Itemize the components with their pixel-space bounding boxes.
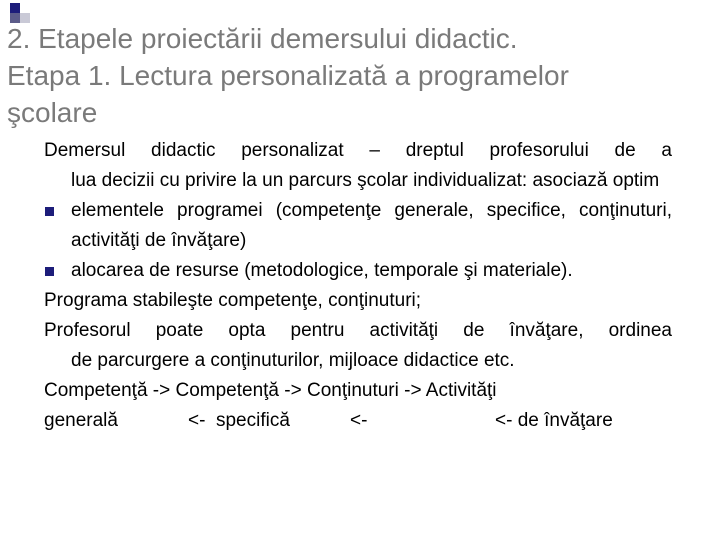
title-line: 2. Etapele proiectării demersului didactic. — [7, 23, 518, 54]
flow-col-specifica: <- specifică — [188, 410, 290, 431]
flow-row-1: Competenţă -> Competenţă -> Conţinuturi -> Activităţi — [44, 380, 497, 401]
slide-title — [7, 20, 713, 131]
intro-continuation: lua decizii cu privire la un parcurs şcolar individualizat: asociază optim — [71, 170, 660, 191]
flow-col-generala: generală — [44, 410, 118, 431]
flow-row-2 — [44, 406, 672, 436]
flow-col-invatare: <- de învăţare — [495, 410, 613, 431]
programa-line: Programa stabileşte competenţe, conţinuturi; — [44, 290, 422, 311]
square-bullet-icon — [45, 267, 54, 276]
intro-first-line: Demersul didactic personalizat – dreptul profesorului de a — [44, 140, 672, 161]
bullet-text: elementele programei (competenţe generale, specifice, conţinuturi, activităţi de învăţare) — [71, 200, 672, 251]
title-line: şcolare — [7, 97, 98, 128]
profesor-continuation: de parcurgere a conţinuturilor, mijloace didactice etc. — [71, 350, 515, 371]
decorative-square-icon — [10, 3, 20, 13]
square-bullet-icon — [45, 207, 54, 216]
profesor-first-line: Profesorul poate opta pentru activităţi de învăţare, ordinea — [44, 320, 672, 341]
slide-body — [44, 136, 672, 436]
title-line: Etapa 1. Lectura personalizată a programelor — [7, 60, 569, 91]
bullet-item — [44, 256, 672, 286]
flow-col-arrow: <- — [350, 410, 368, 431]
bullet-text: alocarea de resurse (metodologice, temporale şi materiale). — [71, 260, 573, 281]
bullet-item — [44, 196, 672, 256]
